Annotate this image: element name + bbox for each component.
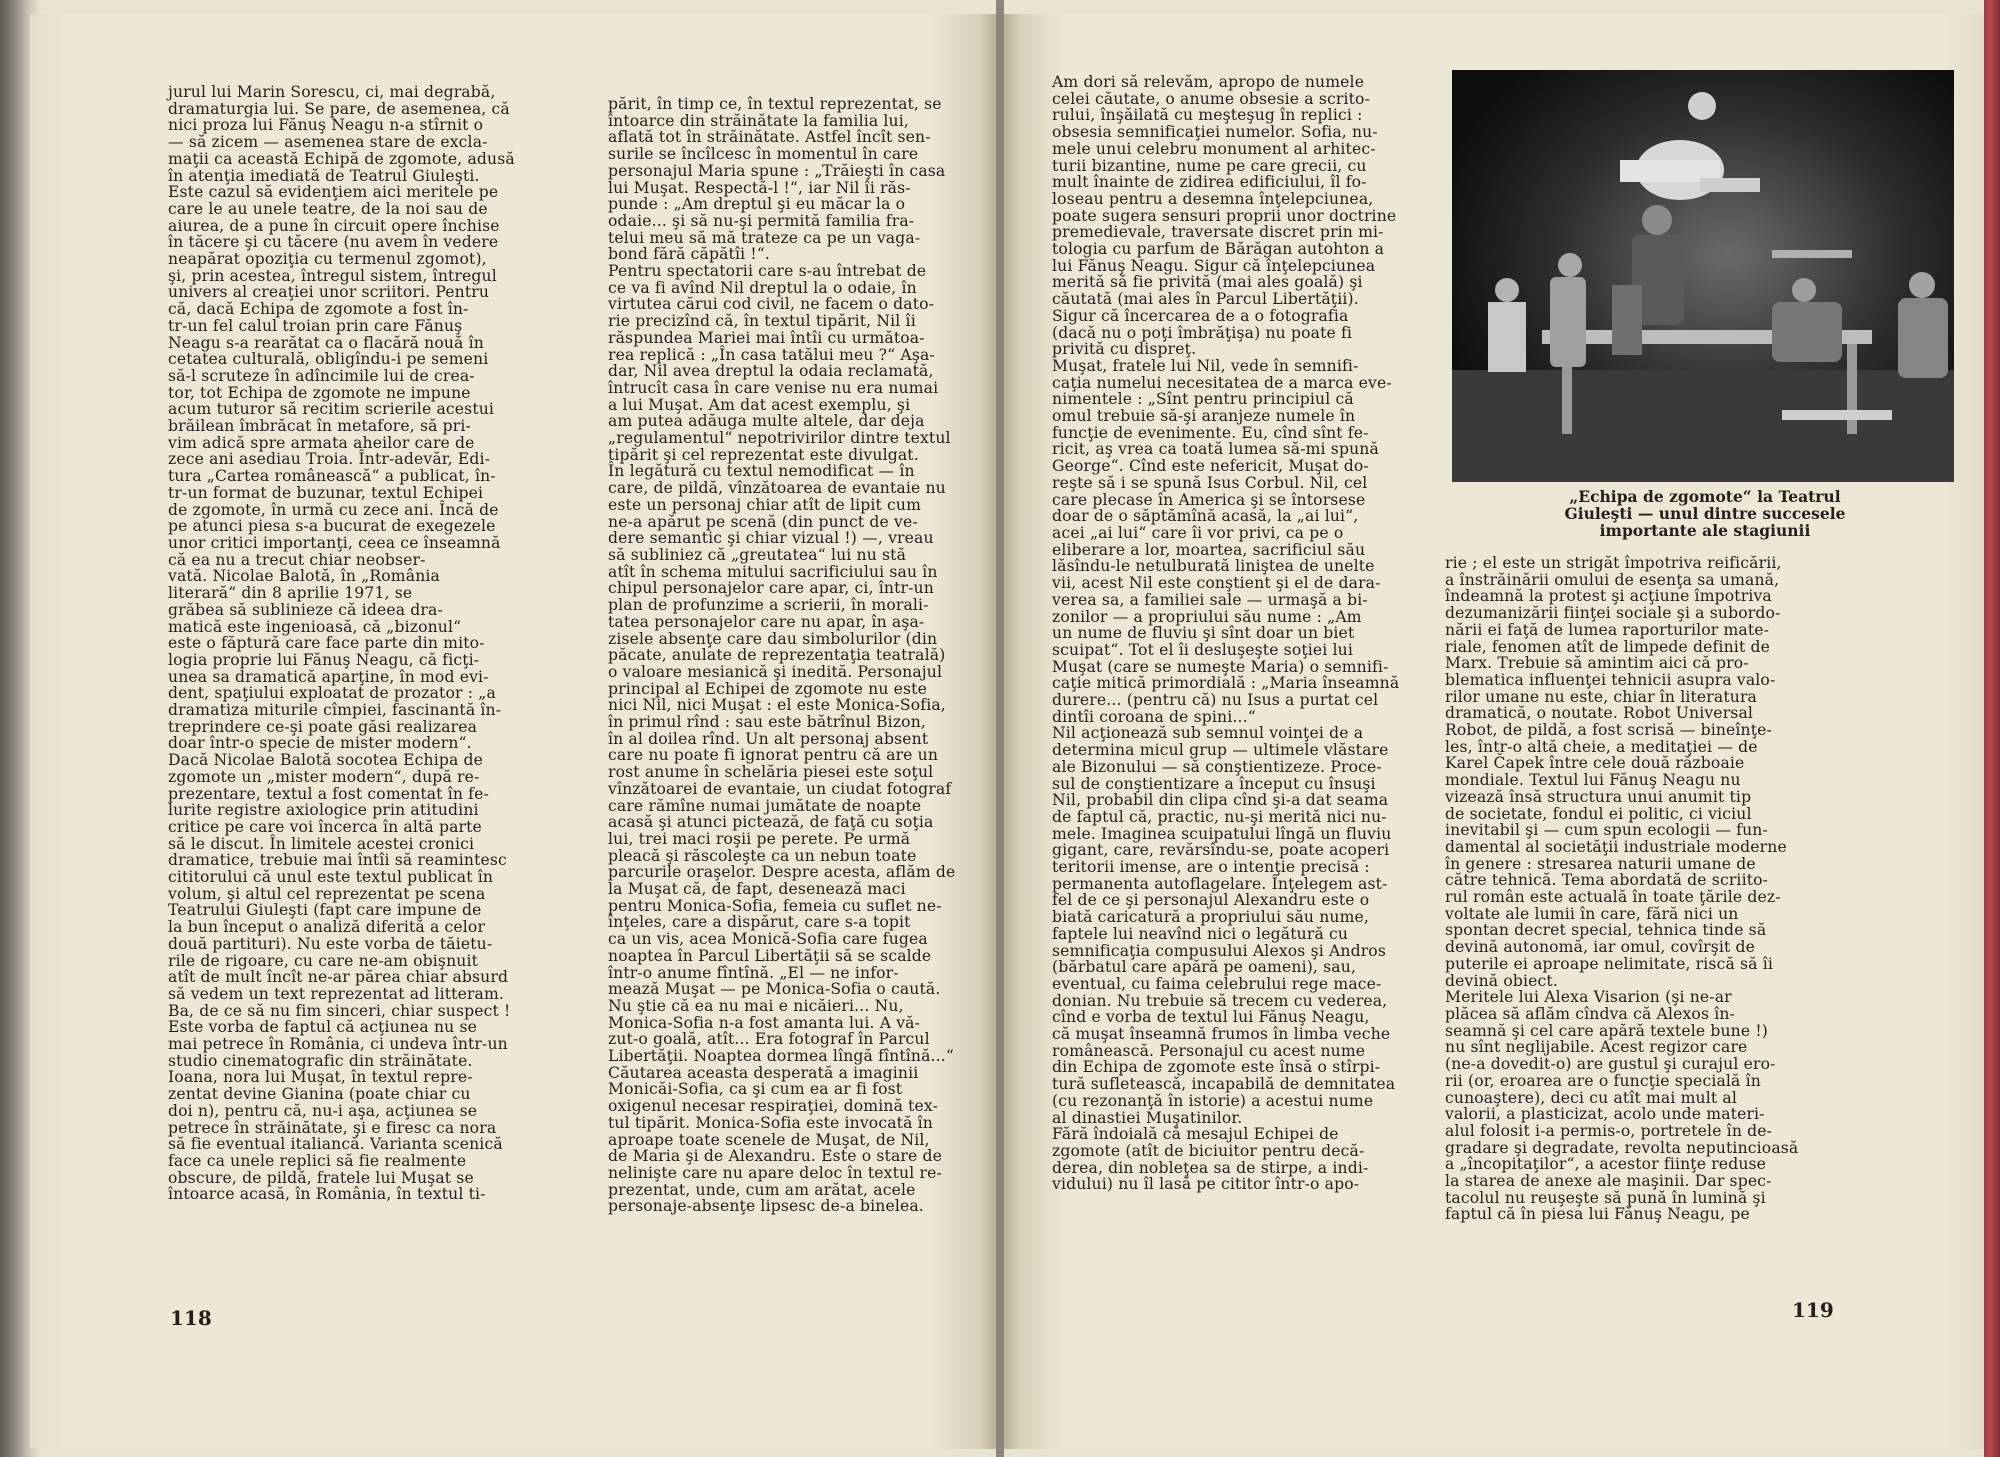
photo-caption: „Echipa de zgomote“ la Teatrul Giuleşti — unul dintre succesele importante ale stagiunii	[1564, 487, 1846, 540]
theatre-scene-image	[1452, 70, 1954, 482]
right-page-column-2: rie ; el este un strigăt împotriva reificării, a înstrăinării omului de esenţa sa umană, îndeamnă la protest şi acţiune împotriva dezumanizării fiinţei sociale şi a subordo- nării ei faţă de lumea raporturilor mate- riale, fenomen atît de limpede definit de Marx. Trebuie să amintim aici că pro- blematica influenţei tehnicii asupra valo- rilor umane nu este, chiar în literatura dramatică, o noutate. Robot Universal Robot, de pildă, a fost scrisă — bineînţe- les, într-o altă cheie, a meditaţiei — de Karel Čapek între cele două războaie mondiale. Textul lui Fănuş Neagu nu vizează însă structura unui anumit tip de societate, fondul ei politic, ci viciul inevitabil şi — cum spun ecologii — fun- damental al societăţii industriale moderne în genere : stresarea naturii umane de către tehnică. Tema abordată de scriito- rul român este actuală în toate ţările dez- voltate ale lumii în care, fără nici un spontan decret special, tehnica tinde să devină autonomă, iar omul, covîrşit de puterile ei aproape nelimitate, riscă să îi devină obiect. Meritele lui Alexa Visarion (şi ne-ar plăcea să aflăm cîndva că Alexos în- seamnă şi cel care apără textele bune !) nu sînt neglijabile. Acest regizor care (ne-a dovedit-o) are gustul şi curajul ero- rii (or, eroarea are o funcţie specială în cunoaştere), deci cu atît mai mult al valorii, a plasticizat, acolo unde materi- alul folosit i-a permis-o, portretele în de- gradare şi degradate, revolta neputincioasă a „încopitaţilor“, a acestor fiinţe reduse la starea de anexe ale maşinii. Dar spec- tacolul nu reuşeşte să pună în lumină şi faptul că în piesa lui Fănuş Neagu, pe	[1445, 554, 1799, 1224]
page-number-left: 118	[170, 1306, 212, 1330]
right-page-column-1: Am dori să relevăm, apropo de numele celei căutate, o anume obsesie a scrito- rului, înşăilată cu meşteşug în replici : obsesia semnificaţiei numelor. Sofia, nu- mele unui celebru monument al arhitec- turii bizantine, nume pe care grecii, cu mult înainte de zidirea edificiului, îl fo- loseau pentru a desemna înţelepciunea, poate sugera sensuri proprii unor doctrine premedievale, traversate discret prin mi- tologia cu parfum de Bărăgan autohton a lui Fănuş Neagu. Sigur că înţelepciunea merită să fie privită (mai ales goală) şi căutată (mai ales în Parcul Libertăţii). Sigur că încercarea de a o fotografia (dacă nu o poţi îmbrăţişa) nu poate fi privită cu dispreţ. Muşat, fratele lui Nil, vede în semnifi- caţia numelui necesitatea de a marca eve- nimentele : „Sînt pentru principiul că omul trebuie să-şi aranjeze numele în funcţie de evenimente. Eu, cînd sînt fe- ricit, aş vrea ca toată lumea să-mi spună George“. Cînd este nefericit, Muşat do- reşte să i se spună Isus Corbul. Nil, cel care plecase în America şi se întorsese doar de o săptămînă acasă, la „ai lui“, acei „ai lui“ care îi vor privi, ca pe o eliberare a lor, moartea, sacrificiul său lăsîndu-le netulburată liniştea de unelte vii, acest Nil este conştient şi el de dara- verea sa, a familiei sale — urmaşă a bi- zonilor — a propriului său nume : „Am un nume de fluviu şi sînt doar un biet scuipat“. Tot el îi desluşeşte soţiei lui Muşat (care se numeşte Maria) o semnifi- caţie mitică primordială : „Maria înseamnă durere... (pentru că) nu Isus a purtat cel dintîi coroana de spini...“ Nil acţionează sub semnul voinţei de a determina micul grup — ultimele vlăstare ale Bizonului — să conştientizeze. Proce- sul de conştientizare a început cu însuşi Nil, probabil din clipa cînd şi-a dat seama de faptul că, practic, nu-şi merită nici nu- mele. Imaginea scuipatului lîngă un fluviu gigant, care, revărsîndu-se, poate acoperi teritorii imense, are o intenţie precisă : permanenta autoflagelare. Înţelegem ast- fel de ce şi personajul Alexandru este o biată caricatură a propriului său nume, faptele lui neavînd nici o legătură cu semnificaţia compusului Alexos şi Andros (bărbatul care apără pe oameni), sau, eventual, cu faima celebrului rege mace- donian. Nu trebuie să trecem cu vederea, cînd e vorba de textul lui Fănuş Neagu, că muşat înseamnă frumos în limba veche românească. Personajul cu acest nume din Echipa de zgomote este însă o stîrpi- tură sufletească, incapabilă de demnitatea (cu rezonanţă în istorie) a acestui nume al dinastiei Muşatinilor. Fără îndoială că mesajul Echipei de zgomote (atît de biciuitor pentru decă- derea, din nobleţea sa de stirpe, a indi- vidului) nu îl lasă pe cititor într-o apo-	[1052, 73, 1400, 1194]
page-number-right: 119	[1792, 1298, 1834, 1322]
left-page-column-2: părit, în timp ce, în textul reprezentat, se întoarce din străinătate la familia lui, aflată tot în străinătate. Astfel încît sen- surile se încîlcesc în momentul în care personajul Maria spune : „Trăieşti în casa lui Muşat. Respectă-l !“, iar Nil îi răs- punde : „Am dreptul şi eu măcar la o odaie... şi să nu-şi permită familia fra- telui meu să mă trateze ca pe un vaga- bond fără căpătîi !“. Pentru spectatorii care s-au întrebat de ce va fi avînd Nil dreptul la o odaie, în virtutea cărui cod civil, ne facem o dato- rie precizînd că, în textul tipărit, Nil îi răspundea Mariei mai întîi cu următoa- rea replică : „În casa tatălui meu ?“ Aşa- dar, Nil avea dreptul la odaia reclamată, întrucît casa în care venise nu era numai a lui Muşat. Am dat acest exemplu, şi am putea adăuga multe altele, dar deja „regulamentul“ nepotrivirilor dintre textul tipărit şi cel reprezentat este divulgat. În legătură cu textul nemodificat — în care, de pildă, vînzătoarea de evantaie nu este un personaj chiar atît de lipit cum ne-a apărut pe scenă (din punct de ve- dere semantic şi chiar vizual !) —, vreau să subliniez că „greutatea“ lui nu stă atît în schema mitului sacrificiului sau în chipul personajelor care apar, ci, într-un plan de profunzime a scrierii, în morali- tatea personajelor care nu apar, în aşa- zisele absenţe care dau simbolurilor (din păcate, anulate de reprezentaţia teatrală) o valoare mesianică şi inedită. Personajul principal al Echipei de zgomote nu este nici Nil, nici Muşat : el este Monica-Sofia, în primul rînd : sau este bătrînul Bizon, în al doilea rînd. Un alt personaj absent care nu poate fi ignorat pentru că are un rost anume în schelăria piesei este soţul vînzătoarei de evantaie, un ciudat fotograf care rămîne numai jumătate de noapte acasă şi atunci pictează, de faţă cu soţia lui, trei maci roşii pe perete. Pe urmă pleacă şi răscoleşte ca un nebun toate parcurile oraşelor. Despre acesta, aflăm de la Muşat că, de fapt, desenează maci pentru Monica-Sofia, femeia cu suflet ne- înţeles, care a dispărut, care s-a topit ca un vis, acea Monică-Sofia care fugea noaptea în Parcul Libertăţii să se scalde într-o anume fîntînă. „El — ne infor- mează Muşat — pe Monica-Sofia o caută. Nu ştie că ea nu mai e nicăieri... Nu, Monica-Sofia n-a fost amanta lui. A vă- zut-o goală, atît... Era fotograf în Parcul Libertăţii. Noaptea dormea lîngă fîntînă...“ Căutarea aceasta desperată a imaginii Monicăi-Sofia, ca şi cum ea ar fi fost oxigenul necesar respiraţiei, domină tex- tul tipărit. Monica-Sofia este invocată în aproape toate scenele de Muşat, de Nil, de Maria şi de Alexandru. Este o stare de nelinişte care nu apare deloc în textul re- prezentat, unde, cum am arătat, acele personaje-absenţe lipsesc de-a binelea.	[608, 95, 956, 1216]
left-page-column-1: jurul lui Marin Sorescu, ci, mai degrabă, dramaturgia lui. Se pare, de asemenea, că nici proza lui Fănuş Neagu n-a stîrnit o — să zicem — asemenea stare de excla- maţii ca această Echipă de zgomote, adusă în atenţia imediată de Teatrul Giuleşti. Este cazul să evidenţiem aici meritele pe care le au unele teatre, de la noi sau de aiurea, de a pune în circuit opere închise în tăcere şi cu tăcere (nu avem în vedere neapărat opoziţia cu termenul zgomot), şi, prin acestea, întregul sistem, întregul univers al creaţiei unor scriitori. Pentru că, dacă Echipa de zgomote a fost în- tr-un fel calul troian prin care Fănuş Neagu s-a rearătat ca o flacără nouă în cetatea culturală, obligîndu-i pe semeni să-l scruteze în adîncimile lui de crea- tor, tot Echipa de zgomote ne impune acum tuturor să recitim scrierile acestui brăilean îmbrăcat în metafore, să pri- vim adică spre armata aheilor care de zece ani asediau Troia. Într-adevăr, Edi- tura „Cartea românească“ a publicat, în- tr-un format de buzunar, textul Echipei de zgomote, în urmă cu zece ani. Încă de pe atunci piesa s-a bucurat de exegezele unor critici importanţi, ceea ce înseamnă că ea nu a trecut chiar neobser- vată. Nicolae Balotă, în „România literară“ din 8 aprilie 1971, se grăbea să sublinieze că ideea dra- matică este ingenioasă, că „bizonul“ este o făptură care face parte din mito- logia proprie lui Fănuş Neagu, că ficţi- unea sa dramatică aparţine, în mod evi- dent, spaţiului exploatat de prozator : „a dramatiza miturile cîmpiei, fascinantă în- treprindere ce-şi poate găsi realizarea doar într-o specie de mister modern“. Dacă Nicolae Balotă socotea Echipa de zgomote un „mister modern“, după re- prezentare, textul a fost comentat în fe- lurite registre axiologice prin atitudini critice pe care voi încerca în altă parte să le discut. În limitele acestei cronici dramatice, trebuie mai întîi să reamintesc cititorului că unul este textul publicat în volum, şi altul cel reprezentat pe scena Teatrului Giuleşti (fapt care impune de la bun început o analiză diferită a celor două partituri). Nu este vorba de tăietu- rile de rigoare, cu care ne-am obişnuit atît de mult încît ne-ar părea chiar absurd să vedem un text reprezentat ad litteram. Ba, de ce să nu fim sinceri, chiar suspect ! Este vorba de faptul că acţiunea nu se mai petrece în România, ci undeva într-un studio cinematografic din străinătate. Ioana, nora lui Muşat, în textul repre- zentat devine Gianina (poate chiar cu doi n), pentru că, nu-i aşa, acţiunea se petrece în străinătate, şi e firesc ca nora să fie eventual italiancă. Varianta scenică face ca unele replici să fie realmente obscure, de pildă, fratele lui Muşat se întoarce acasă, în România, în textul ti-	[168, 83, 515, 1204]
book-cover-edge	[1984, 0, 2000, 1457]
book-gutter	[996, 0, 1004, 1457]
theatre-photo	[1452, 70, 1954, 482]
